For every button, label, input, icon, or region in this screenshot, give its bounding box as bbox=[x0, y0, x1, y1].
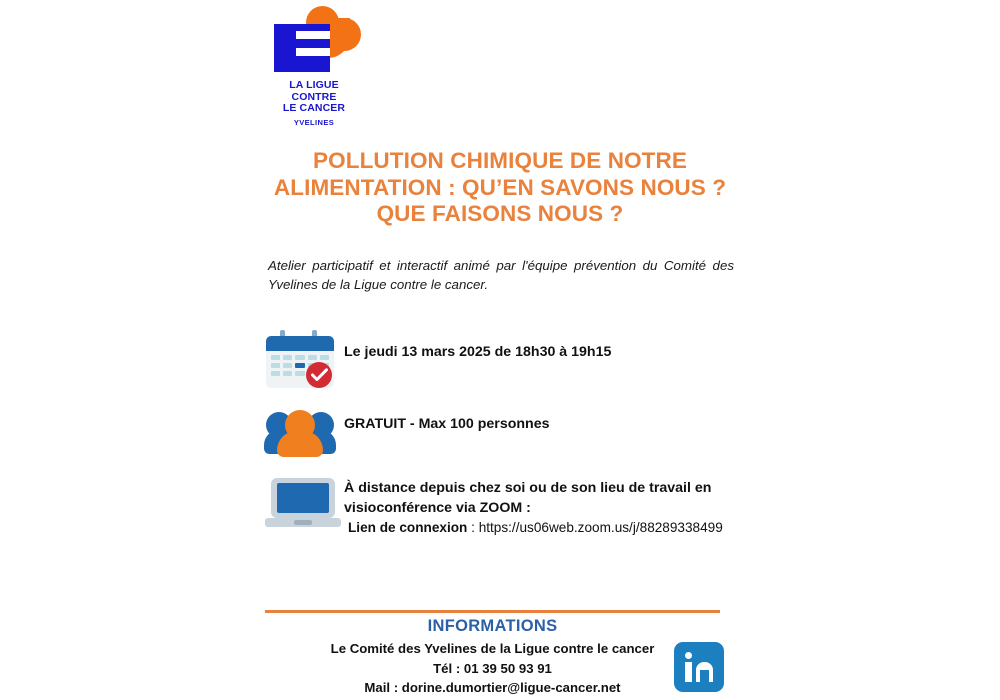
logo-line-3: LE CANCER bbox=[282, 102, 346, 114]
date-text: Le jeudi 13 mars 2025 de 18h30 à 19h15 bbox=[344, 344, 612, 360]
laptop-icon bbox=[262, 472, 344, 534]
zoom-link-row bbox=[344, 518, 762, 538]
footer-heading: INFORMATIONS bbox=[427, 617, 558, 635]
footer-email[interactable]: Mail : dorine.dumortier@ligue-cancer.net bbox=[364, 680, 621, 695]
location-line-1: À distance depuis chez soi ou de son lieu de travail en bbox=[344, 480, 712, 496]
logo-mark bbox=[268, 4, 360, 76]
linkedin-icon[interactable] bbox=[674, 642, 724, 692]
logo-wordmark bbox=[268, 80, 360, 115]
linkedin-dot bbox=[685, 652, 692, 659]
check-icon bbox=[311, 368, 328, 382]
linkedin-stem bbox=[685, 662, 692, 682]
logo-region: YVELINES bbox=[293, 117, 335, 127]
zoom-link-label: Lien de connexion bbox=[348, 520, 468, 535]
footer-phone: Tél : 01 39 50 93 91 bbox=[433, 660, 552, 676]
organization-logo bbox=[268, 4, 368, 127]
calendar-check-badge bbox=[306, 362, 332, 388]
calendar-header bbox=[266, 336, 334, 351]
location-line-2: visioconférence via ZOOM : bbox=[344, 500, 531, 516]
laptop-screen bbox=[277, 483, 329, 513]
person-front-body bbox=[277, 431, 323, 457]
page-title-line-1: POLLUTION CHIMIQUE DE NOTRE bbox=[313, 148, 687, 173]
location-text-block bbox=[344, 472, 762, 538]
laptop-trackpad bbox=[294, 520, 312, 525]
info-row-location bbox=[262, 472, 762, 552]
footer-divider bbox=[265, 610, 720, 613]
page-title-line-3: QUE FAISONS NOUS ? bbox=[376, 201, 624, 226]
people-icon bbox=[262, 398, 344, 460]
logo-e-bar-top bbox=[296, 31, 330, 39]
info-row-participants bbox=[262, 398, 762, 472]
logo-e-bar-bottom bbox=[296, 48, 330, 56]
footer-contact-block bbox=[265, 639, 720, 698]
zoom-link-separator: : bbox=[467, 520, 479, 535]
intro-paragraph: Atelier participatif et interactif animé par l'équipe prévention du Comité des Yvelines de la Ligue contre le cancer. bbox=[268, 258, 734, 292]
calendar-icon bbox=[262, 324, 344, 386]
linkedin-n-notch bbox=[700, 670, 709, 682]
footer-organization: Le Comité des Yvelines de la Ligue contre le cancer bbox=[330, 641, 655, 656]
logo-line-1: LA LIGUE bbox=[289, 79, 339, 91]
participants-text: GRATUIT - Max 100 personnes bbox=[344, 416, 550, 432]
page-title bbox=[180, 148, 820, 228]
zoom-link-url[interactable]: https://us06web.zoom.us/j/88289338499 bbox=[478, 520, 723, 535]
page-title-line-2: ALIMENTATION : QU’EN SAVONS NOUS ? bbox=[273, 174, 727, 200]
info-row-date bbox=[262, 324, 762, 398]
info-rows bbox=[262, 324, 762, 552]
logo-line-2: CONTRE bbox=[291, 90, 337, 103]
